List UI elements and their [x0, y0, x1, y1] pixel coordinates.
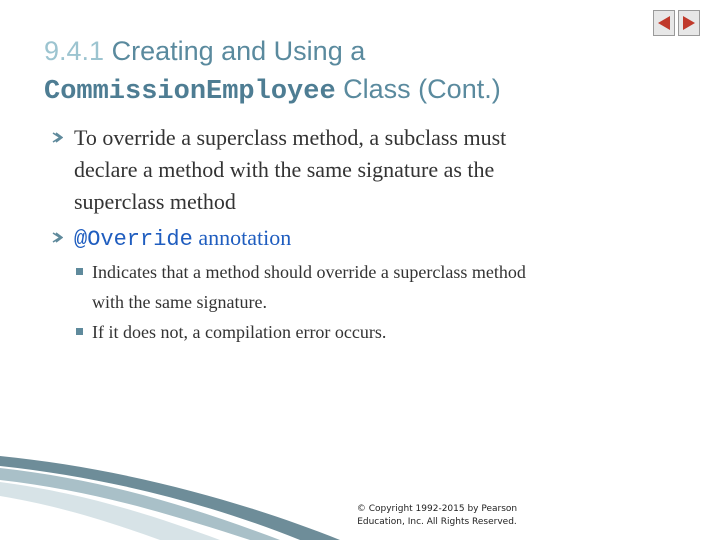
bullet-arrow-icon	[52, 232, 63, 243]
forward-arrow-icon	[682, 15, 696, 31]
previous-slide-button[interactable]	[653, 10, 675, 36]
slide-navigation	[653, 10, 700, 36]
class-name: CommissionEmployee	[44, 77, 336, 107]
title-text: Creating and Using a	[111, 36, 366, 66]
section-number: 9.4.1	[44, 36, 105, 66]
annotation-word: annotation	[198, 225, 292, 250]
sub-bullet-line: with the same signature.	[92, 292, 267, 312]
bullet-override-rule	[74, 122, 674, 218]
copyright-notice	[337, 503, 537, 529]
next-slide-button[interactable]	[678, 10, 700, 36]
bullet-line: superclass method	[74, 189, 236, 214]
slide-title	[44, 32, 644, 111]
title-line-2	[44, 70, 644, 111]
back-arrow-icon	[657, 15, 671, 31]
sub-bullet-compilation-error	[92, 317, 692, 347]
copyright-line: Education, Inc. All Rights Reserved.	[357, 517, 517, 527]
bullet-line: declare a method with the same signature as the	[74, 157, 495, 182]
sub-bullet-indicates	[92, 257, 692, 317]
copyright-line: © Copyright 1992-2015 by Pearson	[356, 504, 518, 514]
title-line-1	[44, 32, 644, 70]
sub-bullet-line: Indicates that a method should override a superclass method	[92, 262, 526, 282]
square-bullet-icon	[76, 328, 83, 335]
title-suffix: Class (Cont.)	[343, 74, 501, 104]
square-bullet-icon	[76, 268, 83, 275]
bullet-arrow-icon	[52, 132, 63, 143]
bullet-override-annotation	[74, 222, 674, 256]
override-code: @Override	[74, 227, 193, 252]
sub-bullet-line: If it does not, a compilation error occurs.	[92, 322, 387, 342]
bullet-line: To override a superclass method, a subclass must	[74, 125, 507, 150]
